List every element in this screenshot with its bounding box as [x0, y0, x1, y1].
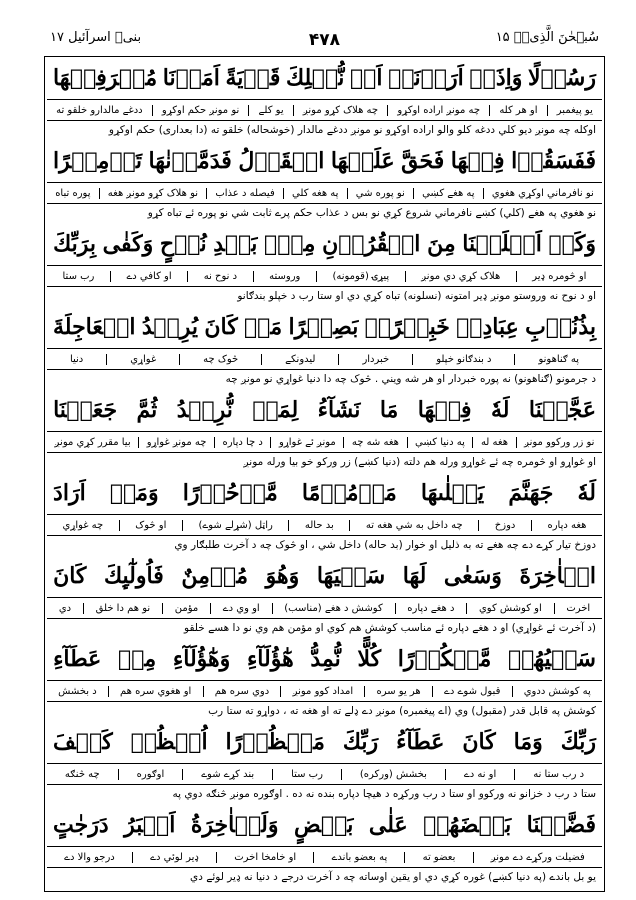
gloss-cell: او څوک [119, 520, 182, 531]
gloss-cell: رب ستا [272, 769, 341, 780]
translation-line: اوکله چه مونږ دیو کلي ددغه کلو والو اراده اوکړو نو مونږ ددغے مالدار (خوشحاله) خلقو ته (دا بعداری) حکم اوکړو [108, 124, 596, 136]
arabic-word: فَاُولٰٓٮِٕكَ [104, 563, 164, 589]
arabic-word: اَكۡبَرُ [124, 812, 176, 838]
arabic-word: فَحَقَّ [401, 148, 445, 174]
arabic-word: بَصِيۡرًا [288, 314, 359, 340]
arabic-word: وَهُوَ [265, 563, 300, 589]
gloss-cell: دنیا [69, 353, 84, 365]
arabic-line [47, 805, 602, 845]
arabic-word: اَهۡلَكۡنَا [462, 231, 542, 257]
word-gloss-row [47, 182, 602, 204]
page-header [44, 30, 605, 54]
verse-block [47, 722, 602, 805]
arabic-word: يَصۡلٰٮهَا [420, 480, 485, 506]
arabic-word: مَحۡظُوۡرًا [225, 729, 325, 755]
gloss-cell: هلاک کړي دي مونږ [405, 271, 516, 282]
gloss-cell: یو پیغمبر [547, 105, 602, 116]
arabic-word: يُرِيۡدُ [141, 314, 199, 340]
gloss-cell: وروسته [253, 271, 316, 282]
arabic-line [47, 224, 602, 264]
verse-block [47, 473, 602, 556]
arabic-word: هٰٓؤُلَآءِ [246, 646, 294, 672]
arabic-word: مَذۡمُوۡمًا [301, 480, 397, 506]
arabic-word: لَهَا [402, 563, 427, 589]
arabic-line [47, 141, 602, 181]
header-chapter-title: بنیۤ اسرآئیل ۱۷ [50, 30, 142, 45]
arabic-word: وَكَمۡ [548, 231, 596, 257]
gloss-cell: نو نافرماني اوکړي هغوي [483, 188, 602, 199]
arabic-line [47, 58, 602, 98]
translation-line: او غواړو او څومره چه ئے غواړو ورله هم دلته (دنیا کښے) زر ورکو خو بیا ورله مونږ [243, 456, 596, 468]
gloss-cell: په بعضو باندے [313, 852, 404, 863]
arabic-word: بَعۡضَهُمۡ [423, 812, 512, 838]
arabic-word: مِنَ [427, 231, 456, 257]
gloss-cell: د هغے دپاره [395, 603, 467, 614]
arabic-word: اُنۡظُرۡ [130, 729, 208, 755]
verse-block [47, 141, 602, 224]
arabic-word: وَاِذَاۤ [469, 65, 523, 91]
arabic-word: مِنۡ [118, 646, 157, 672]
arabic-word: بَعۡدِ [213, 231, 258, 257]
gloss-cell: چه داخل به شي هغه ته [349, 520, 478, 531]
gloss-cell: اوګوره [118, 769, 183, 780]
arabic-word: الۡقَوۡلُ [238, 148, 325, 174]
arabic-word: لَهٗ [490, 397, 510, 423]
gloss-cell: لیدونکے [261, 354, 338, 365]
arabic-line [47, 390, 602, 430]
arabic-line [47, 473, 602, 513]
quran-page [44, 26, 605, 892]
gloss-cell: فضیلت ورکړے دے مونږ [473, 852, 602, 863]
arabic-word: مُؤۡمِنٌ [181, 563, 249, 589]
arabic-word: وَسَعٰى [443, 563, 502, 589]
text-frame [44, 56, 605, 892]
arabic-word: جَهَنَّمَ [508, 480, 554, 506]
gloss-cell: او کوشش کوي [466, 603, 553, 614]
arabic-word: رَبِّكَ [342, 729, 379, 755]
gloss-cell: کوشش د هغے (مناسب) [272, 603, 395, 614]
gloss-cell: د چا دپاره [214, 437, 270, 448]
arabic-word: وَلَلۡاٰخِرَةُ [190, 812, 279, 838]
word-gloss-row [47, 680, 602, 702]
arabic-word: اَرَادَ [53, 480, 86, 506]
verse-block [47, 390, 602, 473]
arabic-word: وَهٰٓؤُلَآءِ [172, 646, 231, 672]
arabic-word: فَضَّلۡنَا [526, 812, 596, 838]
arabic-word: فِيۡهَا [450, 148, 505, 174]
gloss-cell: چه مونږ اراده اوکړو [387, 105, 489, 116]
arabic-word: قَرۡيَةً [225, 65, 281, 91]
arabic-word: عَلٰى [368, 812, 408, 838]
arabic-word: اَنۡ [349, 65, 383, 91]
word-gloss-row [47, 597, 602, 619]
arabic-line [47, 639, 602, 679]
arabic-word: نُوۡحٍ [159, 231, 207, 257]
gloss-cell: پوره تباه [55, 187, 91, 199]
gloss-cell: خبردار [338, 354, 412, 365]
gloss-cell: دي [58, 602, 72, 614]
gloss-cell: د رب ستا نه [514, 769, 602, 780]
verse-block [47, 224, 602, 307]
translation-line: کوشش په قابل قدر (مقبول) وي (اے پیغمبره) مونږ دے ډلے ته او هغه ته ، دواړو ته ستا رب [208, 705, 596, 717]
gloss-cell: ددغے مالدارو خلقو ته [56, 104, 143, 116]
arabic-word: نُّرِيۡدُ [176, 397, 233, 423]
gloss-cell: یو کلے [248, 105, 292, 116]
gloss-cell: په هغه كلي [283, 188, 347, 199]
arabic-word: وَمَنۡ [109, 480, 159, 506]
gloss-cell: آخرت [554, 603, 602, 614]
gloss-cell: نو زر ورکوو مونږ [516, 437, 602, 448]
gloss-cell: چه هلاک کړو مونږ [293, 105, 387, 116]
word-gloss-row [47, 846, 602, 868]
verse-block [47, 556, 602, 639]
translation-line: ستا د رب د خزانو نه ورکوو او ستا د رب ورکړه د هیچا دپاره بنده نه ده . اوګوره مونږ څنګه دوي په [172, 788, 596, 800]
gloss-cell: غواړي [106, 354, 179, 365]
gloss-cell: په ګناهونو [514, 354, 602, 365]
arabic-word: الۡقُرُوۡنِ [322, 231, 421, 257]
gloss-cell: د بندګانو خپلو [412, 354, 514, 365]
arabic-word: رَبِّكَ [560, 729, 596, 755]
arabic-word: سَعۡيَهَا [316, 563, 386, 589]
arabic-word: وَكَفٰى [102, 231, 154, 257]
gloss-cell: څوک چه [179, 354, 261, 365]
arabic-word: مَنۡ [243, 314, 283, 340]
arabic-word: كُلًّا [357, 646, 382, 672]
verse-block [47, 58, 602, 141]
arabic-word: عَلَيۡهَا [330, 148, 395, 174]
arabic-word: كَانَ [53, 563, 87, 589]
arabic-word: لِمَنۡ [252, 397, 299, 423]
arabic-word: عَطَآءُ [396, 729, 445, 755]
arabic-word: الۡاٰخِرَةَ [519, 563, 596, 589]
arabic-word: جَعَلۡنَا [53, 397, 118, 423]
arabic-word: خَبِيۡرًاۢ [364, 314, 450, 340]
arabic-word: كَيۡفَ [53, 729, 113, 755]
arabic-word: نُّمِدُّ [310, 646, 341, 672]
arabic-word: رَسُوۡلًا [527, 65, 596, 91]
gloss-cell: نو هم دا خلق [83, 603, 162, 614]
gloss-cell: هغه شه چه [343, 437, 406, 448]
arabic-line [47, 307, 602, 347]
page-number: ۴۷۸ [308, 30, 341, 50]
gloss-cell: چه مونږ غواړو [138, 437, 214, 448]
arabic-word: بِذُنُوۡبِ [525, 314, 596, 340]
arabic-word: مِنۡۢ [264, 231, 316, 257]
gloss-cell: بیا مقرر کړي مونږ [54, 436, 131, 448]
arabic-word: مُتۡرَفِيۡهَا [53, 65, 158, 91]
verse-block [47, 639, 602, 722]
gloss-cell: چه غواړي [62, 519, 104, 531]
gloss-cell: مونږ ئے غواړو [270, 437, 343, 448]
gloss-cell: او هغوي سره هم [108, 686, 203, 697]
gloss-cell: او نه دے [445, 769, 514, 780]
arabic-word: لَهٗ [577, 480, 596, 506]
arabic-word: فَفَسَقُوۡا [511, 148, 596, 174]
gloss-cell: بد حاله [288, 520, 349, 531]
word-gloss-row [47, 763, 602, 785]
gloss-cell: بخشش (ورکره) [341, 769, 445, 780]
gloss-cell: په هغے کښې [413, 188, 483, 199]
gloss-cell: هر یو سره [364, 686, 432, 697]
translation-line: نو هغوي په هغے (کلي) کښے نافرماني شروع کړي نو بس د عذاب حکم پرے ثابت شي نو پوره ئے تباه کړو [147, 207, 596, 219]
arabic-word: دَرَجٰتٍ [53, 812, 109, 838]
gloss-cell: درجو والا دے [64, 851, 115, 863]
gloss-cell: او وي دے [210, 603, 272, 614]
gloss-cell: چه څنګه [64, 768, 100, 780]
translation-line: (د آخرت ئے غواړي) او د هغے دپاره ئے مناسب کوشش هم کوي او مؤمن هم وي نو دا هسے خلقو [184, 622, 596, 634]
translation-line: او د نوح نه وروستو مونږ ډیر امتونه (نسلونه) تباه کړي دي او ستا رب د خپلو بندګانو [237, 290, 596, 302]
gloss-cell: ډیر لوئي دے [132, 852, 216, 863]
arabic-word: عَطَآءِ [53, 646, 102, 672]
arabic-line [47, 556, 602, 596]
verse-block [47, 307, 602, 390]
arabic-word: اَمَرۡنَا [162, 65, 220, 91]
gloss-cell: مؤمن [162, 603, 210, 614]
gloss-cell: او کافي دے [110, 271, 187, 282]
gloss-cell: رب ستا [62, 270, 95, 282]
word-gloss-row [47, 348, 602, 370]
arabic-word: فِيۡهَا [417, 397, 472, 423]
arabic-word: الۡعَاجِلَةَ [53, 314, 136, 340]
gloss-cell: هغه له [472, 437, 515, 448]
gloss-cell: او خامخا آخرت [216, 852, 313, 863]
gloss-cell: نو پوره شي [347, 188, 413, 199]
arabic-word: نَشَآءُ [317, 397, 361, 423]
translation-line: د جرمونو (ګناهونو) نه پوره خبردار او هر شه ویني . څوک چه دا دنیا غواړي نو مونږ چه [225, 373, 596, 385]
gloss-cell: او هر کله [489, 105, 546, 116]
gloss-cell: هغه دپاره [531, 520, 602, 531]
arabic-word: عِبَادِهٖ [456, 314, 519, 340]
gloss-cell: د نوح نه [187, 271, 252, 282]
gloss-cell: پیړۍ (قومونه) [316, 271, 405, 282]
gloss-cell: بند کړے شوے [182, 769, 272, 780]
word-gloss-row [47, 99, 602, 121]
gloss-cell: په دنیا کښې [407, 437, 473, 448]
arabic-word: تَدۡمِيۡرًا [53, 148, 142, 174]
arabic-word: نُّهۡلِكَ [285, 65, 345, 91]
verse-block [47, 805, 602, 888]
gloss-cell: او څومره ډیر [516, 271, 602, 282]
gloss-cell: راټل (شړلے شوے) [182, 520, 288, 531]
word-gloss-row [47, 265, 602, 287]
translation-line: دوزخ تیار کړے دے چه هغے ته به ذلیل او خوار (بد حاله) داخل شي ، او څوک چه د آخرت طلبګار وي [174, 539, 596, 551]
arabic-line [47, 722, 602, 762]
arabic-word: كَانَ [204, 314, 238, 340]
arabic-word: اَرَدۡنَاۤ [388, 65, 464, 91]
gloss-cell: په کوشش ددوي [512, 686, 602, 697]
arabic-word: فَدَمَّرۡنٰهَا [148, 148, 232, 174]
arabic-word: مَّشۡكُوۡرًا [397, 646, 492, 672]
word-gloss-row [47, 431, 602, 453]
gloss-cell: نو هلاک کړو مونږ هغه [99, 188, 207, 199]
gloss-cell: بعضو ته [404, 852, 472, 863]
arabic-word: بَعۡضٍ [293, 812, 354, 838]
arabic-word: سَعۡيُهُمۡ [507, 646, 596, 672]
gloss-cell: دوي سره هم [203, 686, 281, 697]
arabic-word: عَجَّلۡنَا [528, 397, 596, 423]
arabic-word: كَانَ [462, 729, 496, 755]
arabic-word: بِرَبِّكَ [53, 231, 97, 257]
arabic-word: مَّدۡحُوۡرًا [182, 480, 278, 506]
gloss-cell: نو مونږ حکم اوکړو [152, 105, 249, 116]
arabic-word: مَا [379, 397, 399, 423]
gloss-cell: فیصله د عذاب [206, 188, 283, 199]
gloss-cell: دوزخ [478, 520, 531, 531]
gloss-cell: امداد کوو مونږ [280, 686, 364, 697]
gloss-cell: د بخشش [58, 685, 97, 697]
arabic-word: وَمَا [513, 729, 543, 755]
gloss-cell: قبول شوے دے [432, 686, 512, 697]
header-surah-title: سُبۡحٰنَ الَّذِیۡۤ ۱۵ [495, 30, 599, 45]
translation-line: یو بل باندے (په دنیا کښے) غوره کړي دي او یقین اوساته چه د آخرت درجے د دنیا نه ډیر لوئے دي [189, 871, 596, 883]
word-gloss-row [47, 514, 602, 536]
arabic-word: ثُمَّ [136, 397, 158, 423]
